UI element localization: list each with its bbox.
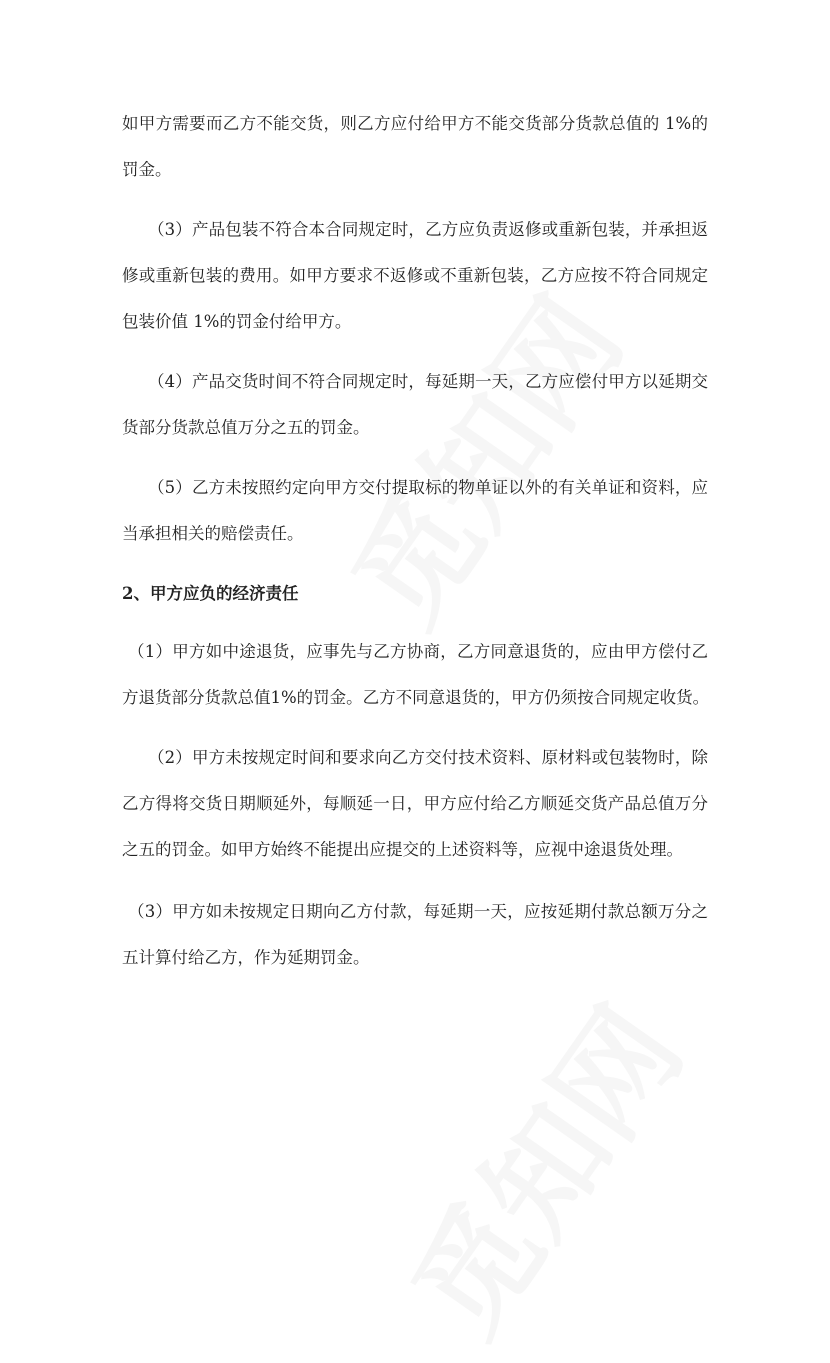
party-a-clause-3-line: 五计算付给乙方，作为延期罚金。	[122, 948, 370, 967]
clause-3-line: （3）产品包装不符合本合同规定时，乙方应负责返修或重新包装，并承担返	[148, 220, 708, 239]
watermark-bottom	[366, 969, 713, 1363]
clause-5-line: （5）乙方未按照约定向甲方交付提取标的物单证以外的有关单证和资料，应	[148, 478, 708, 497]
party-a-clause-2-line: 乙方得将交货日期顺延外，每顺延一日，甲方应付给乙方顺延交货产品总值万分	[122, 794, 708, 813]
party-a-clause-2-line: 之五的罚金。如甲方始终不能提出应提交的上述资料等，应视中途退货处理。	[122, 840, 683, 859]
clause-4-line: （4）产品交货时间不符合同规定时，每延期一天，乙方应偿付甲方以延期交	[148, 372, 708, 391]
clause-5-line: 当承担相关的赔偿责任。	[122, 524, 304, 543]
paragraph-line: 如甲方需要而乙方不能交货，则乙方应付给甲方不能交货部分货款总值的 1%的	[122, 114, 708, 133]
clause-3-line: 包装价值 1%的罚金付给甲方。	[122, 312, 352, 331]
party-a-clause-1-line: 方退货部分货款总值1%的罚金。乙方不同意退货的，甲方仍须按合同规定收货。	[122, 688, 710, 707]
party-a-clause-2-line: （2）甲方未按规定时间和要求向乙方交付技术资料、原材料或包装物时，除	[148, 748, 708, 767]
party-a-clause-3-line: （3）甲方如未按规定日期向乙方付款，每延期一天，应按延期付款总额万分之	[128, 902, 708, 921]
clause-3-line: 修或重新包装的费用。如甲方要求不返修或不重新包装，乙方应按不符合同规定	[122, 266, 708, 285]
party-a-clause-1-line: （1）甲方如中途退货，应事先与乙方协商，乙方同意退货的，应由甲方偿付乙	[128, 642, 708, 661]
clause-4-line: 货部分货款总值万分之五的罚金。	[122, 418, 370, 437]
section-heading: 2、甲方应负的经济责任	[122, 584, 299, 603]
paragraph-line: 罚金。	[122, 160, 172, 179]
